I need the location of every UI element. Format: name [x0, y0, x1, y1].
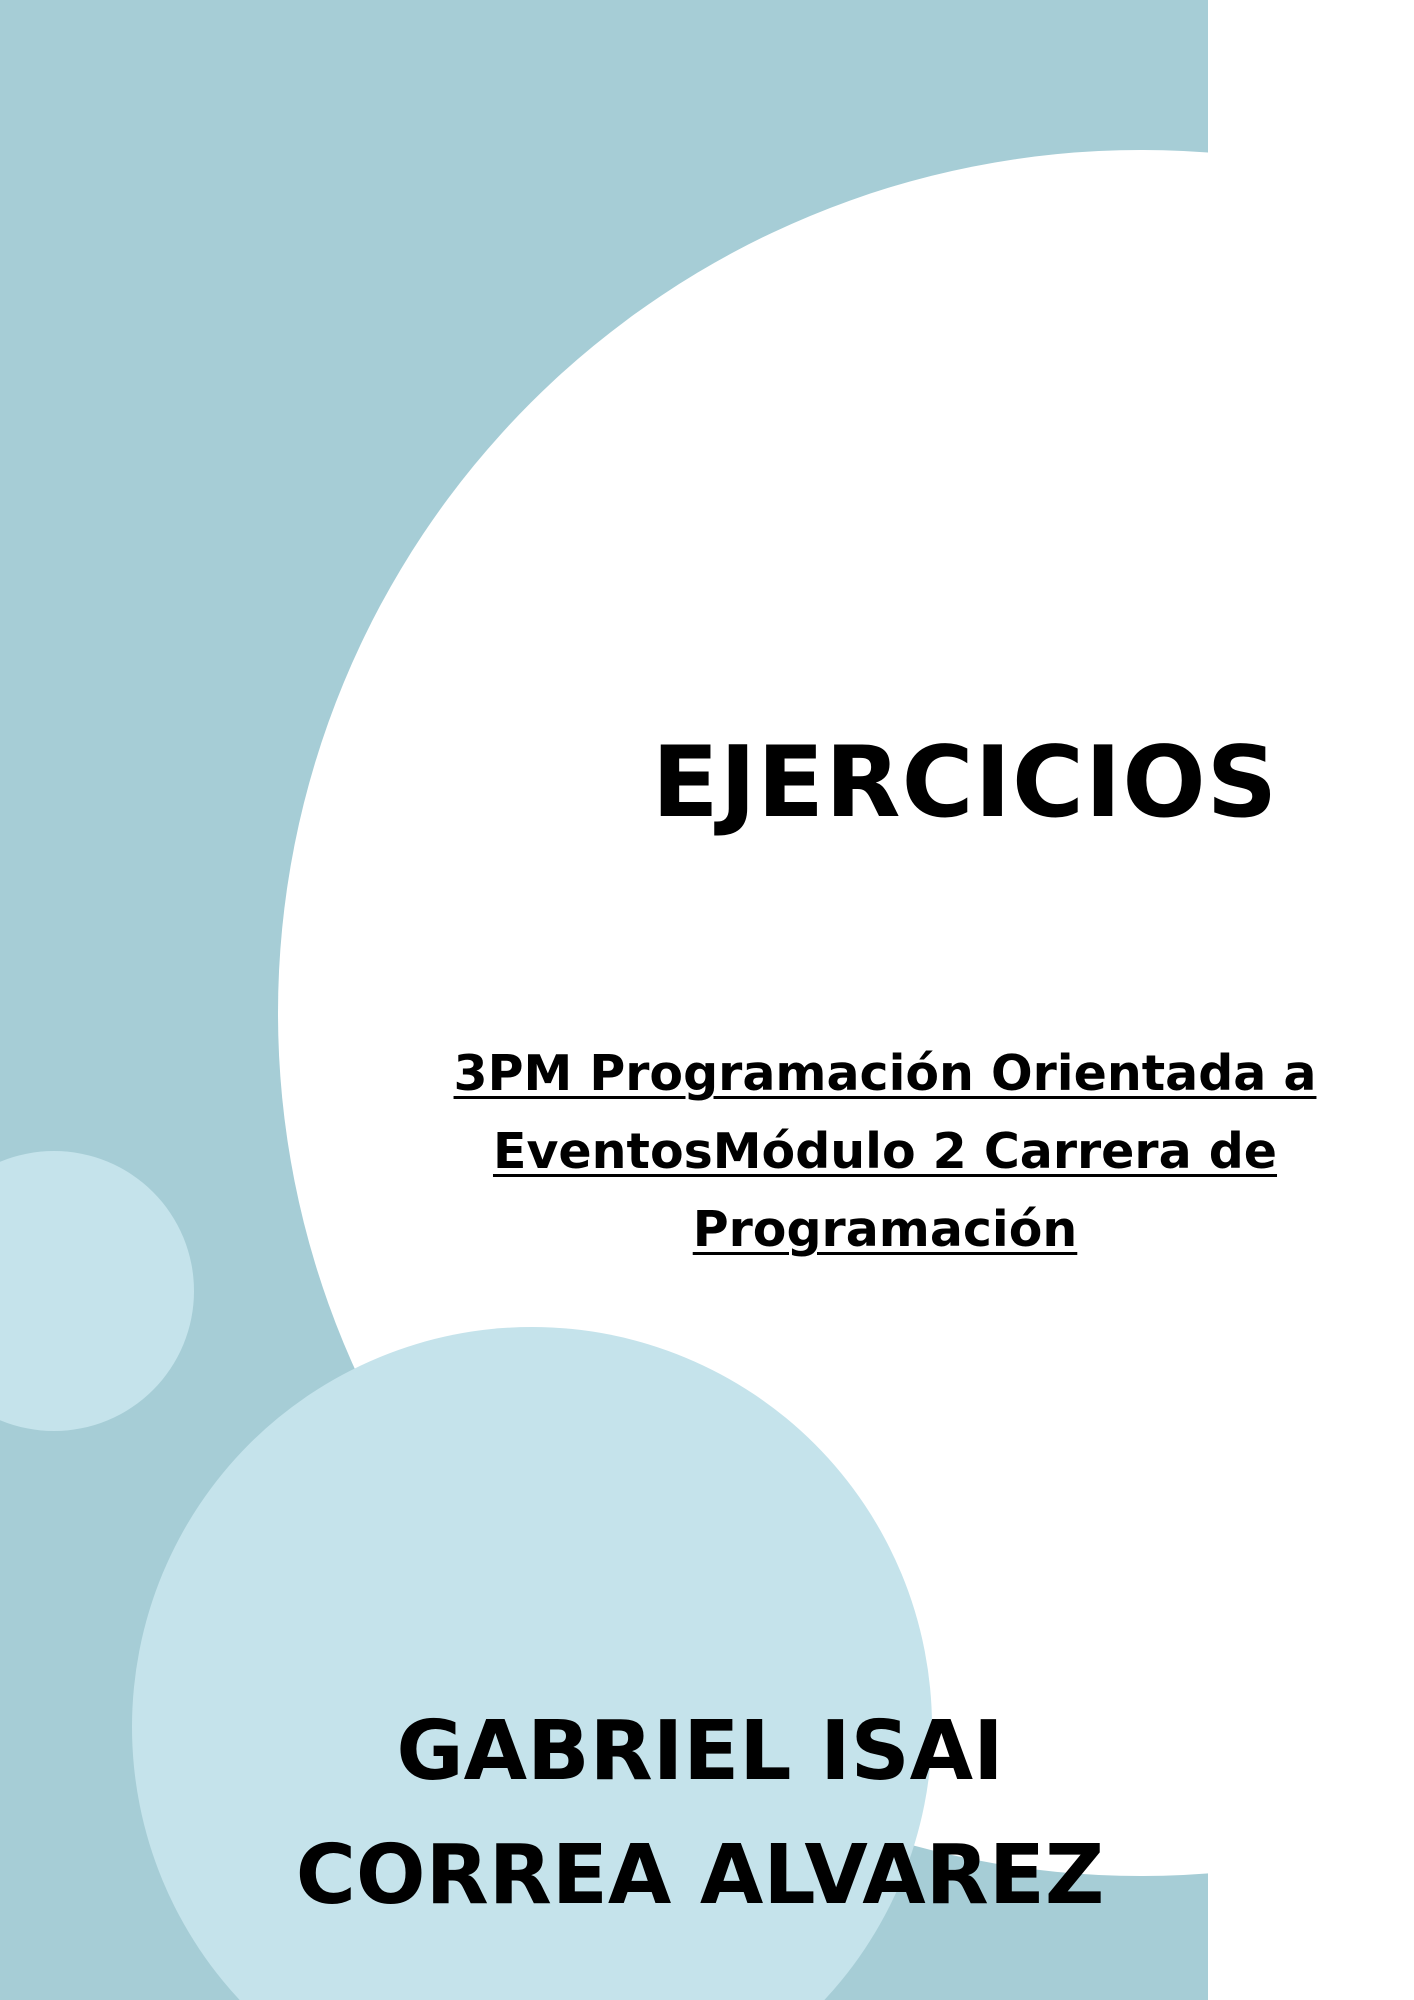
author-name-line-1: GABRIEL ISAI	[396, 1704, 1004, 1799]
author-name	[200, 1690, 1200, 1938]
document-title: EJERCICIOS	[651, 726, 1279, 840]
course-subtitle: 3PM Programación Orientada a EventosMódulo 2 Carrera de Programación	[453, 1045, 1317, 1258]
author-name-line-2: CORREA ALVAREZ	[295, 1828, 1105, 1923]
